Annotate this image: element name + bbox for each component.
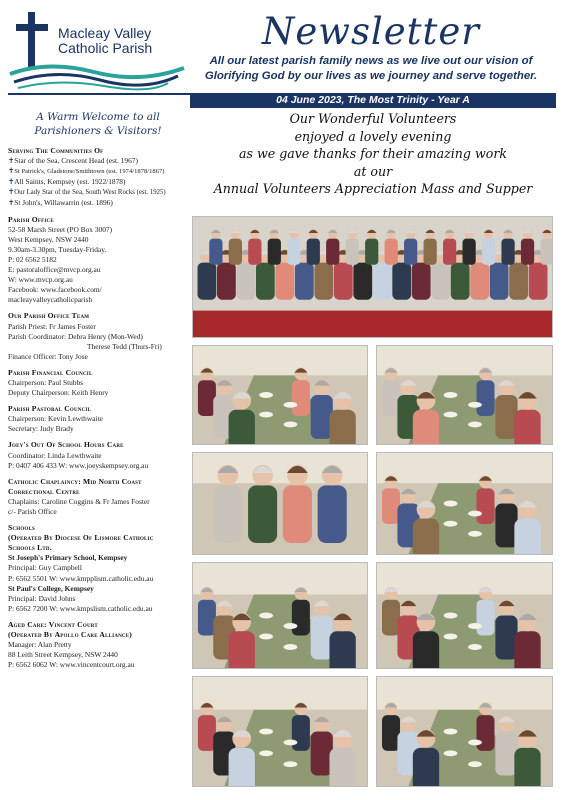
headline-line-2: enjoyed a lovely evening (294, 128, 452, 144)
team-coordinator: Parish Coordinator: Debra Henry (Mon-Wed) (8, 331, 143, 341)
office-facebook-link[interactable]: Facebook: www.facebook.com/ (8, 285, 102, 295)
aged-care-operator: (Operated By Apollo Care Alliance) (8, 630, 133, 640)
community-item: ✝All Saints, Kempsey (est. 1922/1878) (8, 177, 126, 187)
sidebar (8, 110, 188, 670)
supper-photo-6 (376, 562, 553, 669)
supper-photo-3-image (193, 453, 367, 554)
headline-line-1: Our Wonderful Volunteers (289, 111, 457, 126)
supper-photo-2 (376, 345, 553, 445)
team-priest: Parish Priest: Fr James Foster (8, 321, 96, 331)
pastoral-council-heading: Parish Pastoral Council (8, 404, 92, 414)
school-2-principal: Principal: David Johns (8, 593, 76, 603)
chaplaincy-heading-2: Correctional Centre (8, 486, 80, 496)
pastoral-council-secretary: Secretary: Judy Brady (8, 424, 74, 434)
office-website-link[interactable]: W: www.mvcp.org.au (8, 275, 73, 285)
supper-photo-3 (192, 452, 368, 555)
school-1-contact[interactable]: P: 6562 5501 W: www.kmpplism.catholic.edu.au (8, 573, 154, 583)
cross-icon: ✝ (8, 198, 15, 208)
aged-care-contact[interactable]: P: 6562 6062 W: www.vincentcourt.org.au (8, 660, 135, 670)
office-email-link[interactable]: E: pastoraloffice@mvcp.org.au (8, 265, 101, 275)
schools-operator: (Operated By Diocese Of Lismore Catholic (8, 533, 154, 543)
office-suburb: West Kempsey, NSW 2440 (8, 234, 89, 244)
aged-care-manager: Manager: Alan Pretty (8, 640, 72, 650)
oshc-coordinator: Coordinator: Linda Lewthwaite (8, 450, 102, 460)
article-headline (190, 110, 556, 198)
cross-icon: ✝ (8, 187, 15, 197)
finance-council-heading: Parish Financial Council (8, 367, 93, 377)
supper-photo-5 (192, 562, 368, 669)
oshc-contact[interactable]: P: 0407 406 433 W: www.joeyskempsey.org.au (8, 460, 149, 470)
community-item: ✝Our Lady Star of the Sea, South West Rocks (est. 1925) (8, 187, 166, 197)
community-item: ✝Star of the Sea, Crescent Head (est. 1967) (8, 156, 138, 166)
logo-text (58, 26, 152, 56)
supper-photo-1 (192, 345, 368, 445)
supper-photo-4 (376, 452, 553, 555)
pastoral-council-chair: Chairperson: Kevin Lewthwaite (8, 414, 103, 424)
headline-line-4: at our (353, 163, 393, 179)
chaplaincy-address: c/- Parish Office (8, 507, 57, 516)
office-hours: 9.30am-3.30pm, Tuesday-Friday. (8, 244, 107, 254)
supper-photo-7 (192, 676, 368, 787)
cross-icon: ✝ (8, 156, 15, 166)
headline-line-5: Annual Volunteers Appreciation Mass and Supper (213, 181, 533, 197)
schools-heading: Schools (8, 523, 36, 533)
supper-photo-6-image (377, 563, 552, 668)
aged-care-address: 88 Leith Street Kempsey, NSW 2440 (8, 650, 118, 660)
group-photo (192, 216, 553, 338)
aged-care-heading: Aged Care: Vincent Court (8, 619, 98, 629)
logo-line-2: Catholic Parish (58, 40, 153, 56)
supper-photo-8-image (377, 677, 552, 786)
office-heading: Parish Office (8, 214, 54, 224)
chaplaincy-chaplains: Chaplains: Caroline Coggins & Fr James Foster (8, 496, 150, 506)
supper-photo-5-image (193, 563, 367, 668)
newsletter-masthead: Newsletter (262, 10, 480, 53)
schools-operator-cont: Schools Ltd. (8, 543, 52, 553)
chaplaincy-heading: Catholic Chaplaincy: Mid North Coast (8, 476, 142, 486)
community-item: ✝St Patrick's, Gladstone/Smithtown (est. 1974/1878/1867) (8, 166, 165, 176)
team-finance: Finance Officer: Tony Jose (8, 351, 88, 361)
school-1-principal: Principal: Guy Campbell (8, 563, 82, 573)
supper-photo-4-image (377, 453, 552, 554)
date-bar: 04 June 2023, The Most Trinity - Year A (190, 93, 556, 108)
tagline-line-1: All our latest parish family news as we live out our vision of (209, 55, 533, 67)
welcome-line-1: A Warm Welcome to all (36, 111, 160, 123)
tagline (190, 54, 552, 84)
school-2-name: St Paul's College, Kempsey (8, 583, 94, 593)
office-address: 52-58 Marsh Street (PO Box 3007) (8, 224, 113, 234)
finance-council-deputy: Deputy Chairperson: Keith Henry (8, 388, 109, 398)
logo-line-1: Macleay Valley (58, 25, 152, 41)
parish-logo (8, 8, 186, 92)
school-1-name: St Joseph's Primary School, Kempsey (8, 553, 128, 563)
supper-photo-2-image (377, 346, 552, 444)
cross-icon: ✝ (8, 166, 15, 176)
supper-photo-1-image (193, 346, 367, 444)
oshc-heading: Joey's Out Of School Hours Care (8, 440, 124, 450)
finance-council-chair: Chairperson: Paul Stubbs (8, 377, 84, 387)
school-2-contact[interactable]: P: 6562 7200 W: www.kmpslism.catholic.edu.au (8, 603, 153, 613)
communities-list (8, 156, 188, 208)
cross-icon: ✝ (8, 177, 15, 187)
supper-photo-7-image (193, 677, 367, 786)
team-coordinator-2: Therese Tedd (Thurs-Fri) (87, 341, 162, 351)
office-phone: P: 02 6562 5182 (8, 254, 57, 264)
community-item: ✝St John's, Willawarrin (est. 1896) (8, 198, 113, 208)
header-rule (8, 93, 190, 95)
team-heading: Our Parish Office Team (8, 311, 90, 321)
welcome-message (8, 110, 188, 138)
communities-heading: Serving The Communities Of (8, 146, 104, 155)
tagline-line-2: Glorifying God by our lives as we journey and serve together. (204, 70, 538, 82)
headline-line-3: as we gave thanks for their amazing work (239, 146, 507, 162)
group-photo-image (193, 217, 552, 337)
office-facebook-link-cont[interactable]: macleayvalleycatholicparish (8, 295, 93, 305)
welcome-line-2: Parishioners & Visitors! (34, 125, 162, 137)
supper-photo-8 (376, 676, 553, 787)
